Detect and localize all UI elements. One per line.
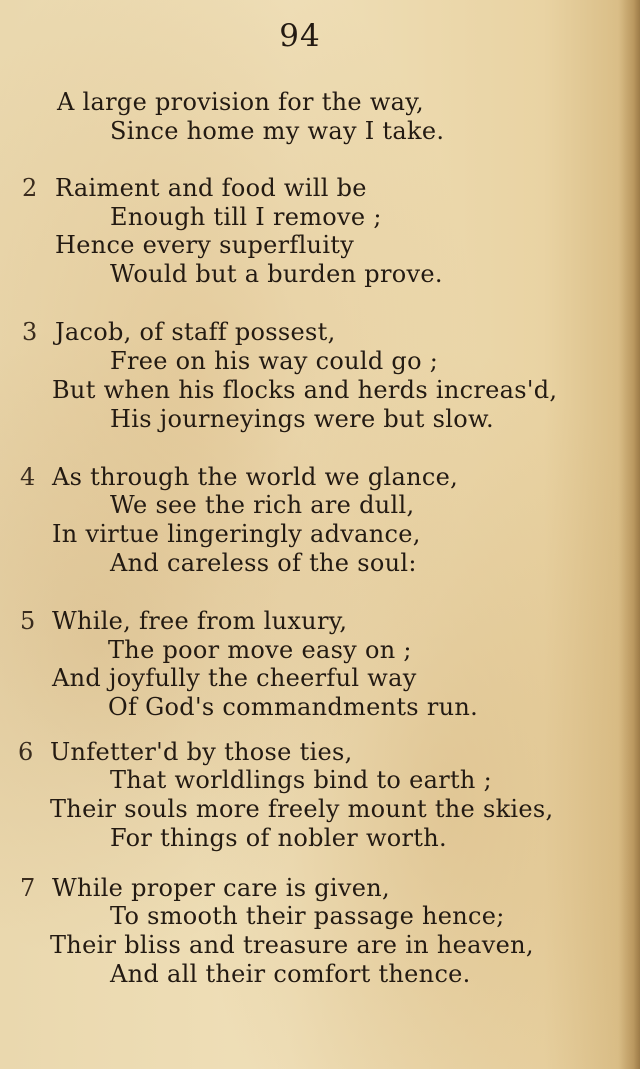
page-number: 94 (279, 18, 321, 54)
stanza-5-line-4: Of God's commandments run. (108, 693, 479, 721)
stanza-5-number: 5 (20, 607, 36, 635)
stanza-4-line-1: As through the world we glance, (52, 463, 459, 491)
stanza-6-line-4: For things of nobler worth. (110, 824, 447, 852)
stanza-3-line-3: But when his flocks and herds increas'd, (52, 376, 558, 404)
page-edge-shadow (618, 0, 640, 1069)
stanza-7-line-4: And all their comfort thence. (110, 960, 471, 988)
stanza-3-line-4: His journeyings were but slow. (110, 405, 494, 433)
stanza-1-line-1: A large provision for the way, (57, 88, 424, 116)
stanza-2-line-1: Raiment and food will be (55, 174, 367, 202)
stanza-2-line-3: Hence every superfluity (55, 231, 355, 259)
stanza-4-line-2: We see the rich are dull, (110, 491, 415, 519)
stanza-4-line-4: And careless of the soul: (110, 549, 417, 577)
stanza-4-line-3: In virtue lingeringly advance, (52, 520, 421, 548)
stanza-6-line-2: That worldlings bind to earth ; (110, 766, 492, 794)
stanza-7-line-3: Their bliss and treasure are in heaven, (50, 931, 534, 959)
stanza-6-line-1: Unfetter'd by those ties, (50, 738, 353, 766)
stanza-5-line-1: While, free from luxury, (52, 607, 348, 635)
stanza-2-line-2: Enough till I remove ; (110, 203, 382, 231)
stanza-4-number: 4 (20, 463, 36, 491)
stanza-7-line-2: To smooth their passage hence; (110, 902, 505, 930)
stanza-7-line-1: While proper care is given, (52, 874, 390, 902)
stanza-7-number: 7 (20, 874, 36, 902)
stanza-3-line-2: Free on his way could go ; (110, 347, 439, 375)
stanza-2-number: 2 (22, 174, 38, 202)
stanza-2-line-4: Would but a burden prove. (110, 260, 443, 288)
stanza-6-number: 6 (18, 738, 34, 766)
stanza-6-line-3: Their souls more freely mount the skies, (50, 795, 554, 823)
stanza-5-line-3: And joyfully the cheerful way (52, 664, 417, 692)
stanza-1-line-2: Since home my way I take. (110, 117, 445, 145)
stanza-5-line-2: The poor move easy on ; (108, 636, 412, 664)
stanza-3-number: 3 (22, 318, 38, 346)
stanza-3-line-1: Jacob, of staff possest, (55, 318, 336, 346)
